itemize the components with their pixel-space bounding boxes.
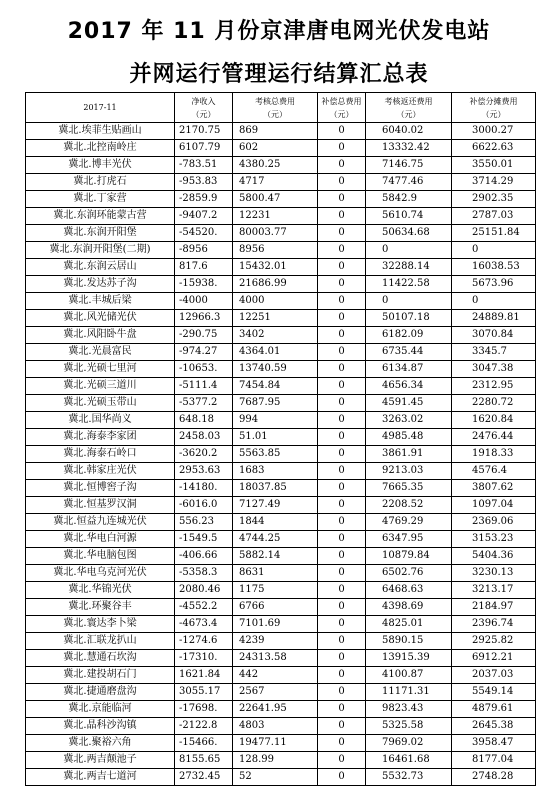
assessment-fee-cell: 18037.85 <box>233 480 318 497</box>
assessment-return-cell: 0 <box>366 293 452 310</box>
compensation-fee-cell: 0 <box>318 582 366 599</box>
table-row <box>26 650 536 667</box>
table-row <box>26 310 536 327</box>
header-compensation-share-label: 补偿分摊费用 <box>469 96 518 106</box>
station-name-cell: 冀北.博丰光伏 <box>26 157 175 174</box>
assessment-return-cell: 32288.14 <box>366 259 452 276</box>
assessment-return-cell: 7665.35 <box>366 480 452 497</box>
net-income-cell: -54520. <box>175 225 233 242</box>
assessment-fee-cell: 7687.95 <box>233 395 318 412</box>
net-income-cell: 648.18 <box>175 412 233 429</box>
assessment-return-cell: 7146.75 <box>366 157 452 174</box>
assessment-fee-cell: 4717 <box>233 174 318 191</box>
header-period: 2017-11 <box>26 93 175 123</box>
compensation-fee-cell: 0 <box>318 769 366 786</box>
assessment-return-cell: 5890.15 <box>366 633 452 650</box>
assessment-fee-cell: 442 <box>233 667 318 684</box>
assessment-fee-cell: 1844 <box>233 514 318 531</box>
station-name-cell: 冀北.光硕三道川 <box>26 378 175 395</box>
net-income-cell: -3620.2 <box>175 446 233 463</box>
compensation-share-cell: 4879.61 <box>452 701 536 718</box>
assessment-return-cell: 5532.73 <box>366 769 452 786</box>
net-income-cell: 817.6 <box>175 259 233 276</box>
header-compensation-fee-label: 补偿总费用 <box>321 96 362 106</box>
table-row <box>26 616 536 633</box>
station-name-cell: 冀北.恒基罗汉洞 <box>26 497 175 514</box>
assessment-return-cell: 9823.43 <box>366 701 452 718</box>
assessment-fee-cell: 13740.59 <box>233 361 318 378</box>
net-income-cell: -4000 <box>175 293 233 310</box>
station-name-cell: 冀北.华电乌克河光伏 <box>26 565 175 582</box>
net-income-cell: -14180. <box>175 480 233 497</box>
compensation-share-cell: 6912.21 <box>452 650 536 667</box>
assessment-return-cell: 6182.09 <box>366 327 452 344</box>
station-name-cell: 冀北.风阳卧牛盘 <box>26 327 175 344</box>
header-net-income <box>175 93 233 123</box>
net-income-cell: -1549.5 <box>175 531 233 548</box>
compensation-fee-cell: 0 <box>318 565 366 582</box>
compensation-share-cell: 2902.35 <box>452 191 536 208</box>
table-row <box>26 769 536 786</box>
net-income-cell: -953.83 <box>175 174 233 191</box>
assessment-fee-cell: 51.01 <box>233 429 318 446</box>
assessment-fee-cell: 19477.11 <box>233 735 318 752</box>
table-row <box>26 599 536 616</box>
table-row <box>26 242 536 259</box>
compensation-fee-cell: 0 <box>318 735 366 752</box>
compensation-share-cell: 2925.82 <box>452 633 536 650</box>
assessment-fee-cell: 3402 <box>233 327 318 344</box>
net-income-cell: 2170.75 <box>175 123 233 140</box>
assessment-return-cell: 11171.31 <box>366 684 452 701</box>
header-assessment-return-unit: （元） <box>396 109 421 119</box>
assessment-return-cell: 50107.18 <box>366 310 452 327</box>
assessment-return-cell: 3263.02 <box>366 412 452 429</box>
assessment-return-cell: 2208.52 <box>366 497 452 514</box>
station-name-cell: 冀北.埃菲生贴画山 <box>26 123 175 140</box>
compensation-share-cell: 16038.53 <box>452 259 536 276</box>
compensation-share-cell: 3807.62 <box>452 480 536 497</box>
table-row <box>26 633 536 650</box>
table-row <box>26 378 536 395</box>
assessment-return-cell: 10879.84 <box>366 548 452 565</box>
table-row <box>26 344 536 361</box>
assessment-return-cell: 4985.48 <box>366 429 452 446</box>
assessment-fee-cell: 12231 <box>233 208 318 225</box>
compensation-share-cell: 2280.72 <box>452 395 536 412</box>
compensation-fee-cell: 0 <box>318 463 366 480</box>
net-income-cell: -9407.2 <box>175 208 233 225</box>
table-row <box>26 514 536 531</box>
net-income-cell: -2122.8 <box>175 718 233 735</box>
net-income-cell: -6016.0 <box>175 497 233 514</box>
header-net-income-label: 净收入 <box>191 96 216 106</box>
table-row <box>26 582 536 599</box>
net-income-cell: -17698. <box>175 701 233 718</box>
assessment-return-cell: 13915.39 <box>366 650 452 667</box>
compensation-fee-cell: 0 <box>318 157 366 174</box>
table-row <box>26 429 536 446</box>
assessment-fee-cell: 21686.99 <box>233 276 318 293</box>
table-row <box>26 361 536 378</box>
compensation-share-cell: 2787.03 <box>452 208 536 225</box>
header-assessment-return <box>366 93 452 123</box>
compensation-fee-cell: 0 <box>318 514 366 531</box>
compensation-fee-cell: 0 <box>318 684 366 701</box>
compensation-fee-cell: 0 <box>318 293 366 310</box>
compensation-fee-cell: 0 <box>318 344 366 361</box>
compensation-share-cell: 2748.28 <box>452 769 536 786</box>
compensation-share-cell: 3958.47 <box>452 735 536 752</box>
station-name-cell: 冀北.捷通磨盘沟 <box>26 684 175 701</box>
assessment-return-cell: 50634.68 <box>366 225 452 242</box>
table-row <box>26 327 536 344</box>
station-name-cell: 冀北.韩家庄光伏 <box>26 463 175 480</box>
compensation-share-cell: 0 <box>452 293 536 310</box>
assessment-return-cell: 11422.58 <box>366 276 452 293</box>
compensation-share-cell: 3714.29 <box>452 174 536 191</box>
assessment-fee-cell: 128.99 <box>233 752 318 769</box>
compensation-fee-cell: 0 <box>318 395 366 412</box>
net-income-cell: -5377.2 <box>175 395 233 412</box>
table-row <box>26 701 536 718</box>
header-net-income-unit: （元） <box>191 109 216 119</box>
assessment-return-cell: 6040.02 <box>366 123 452 140</box>
compensation-fee-cell: 0 <box>318 701 366 718</box>
net-income-cell: 3055.17 <box>175 684 233 701</box>
compensation-fee-cell: 0 <box>318 548 366 565</box>
table-row <box>26 140 536 157</box>
compensation-fee-cell: 0 <box>318 191 366 208</box>
station-name-cell: 冀北.华电白河源 <box>26 531 175 548</box>
compensation-fee-cell: 0 <box>318 378 366 395</box>
assessment-fee-cell: 5563.85 <box>233 446 318 463</box>
net-income-cell: -8956 <box>175 242 233 259</box>
table-row <box>26 480 536 497</box>
compensation-share-cell: 3550.01 <box>452 157 536 174</box>
station-name-cell: 冀北.慧通石坎沟 <box>26 650 175 667</box>
assessment-fee-cell: 15432.01 <box>233 259 318 276</box>
compensation-fee-cell: 0 <box>318 140 366 157</box>
header-compensation-share <box>452 93 536 123</box>
compensation-fee-cell: 0 <box>318 174 366 191</box>
station-name-cell: 冀北.丰城后梁 <box>26 293 175 310</box>
assessment-return-cell: 13332.42 <box>366 140 452 157</box>
assessment-return-cell: 4398.69 <box>366 599 452 616</box>
station-name-cell: 冀北.华锦光伏 <box>26 582 175 599</box>
header-assessment-fee-unit: （元） <box>263 109 287 119</box>
station-name-cell: 冀北.光硕玉带山 <box>26 395 175 412</box>
net-income-cell: -10653. <box>175 361 233 378</box>
compensation-share-cell: 3230.13 <box>452 565 536 582</box>
table-body <box>26 123 536 786</box>
assessment-fee-cell: 12251 <box>233 310 318 327</box>
net-income-cell: -2859.9 <box>175 191 233 208</box>
net-income-cell: -4673.4 <box>175 616 233 633</box>
compensation-share-cell: 1097.04 <box>452 497 536 514</box>
compensation-fee-cell: 0 <box>318 259 366 276</box>
assessment-return-cell: 5610.74 <box>366 208 452 225</box>
assessment-return-cell: 3861.91 <box>366 446 452 463</box>
compensation-fee-cell: 0 <box>318 497 366 514</box>
compensation-share-cell: 1918.33 <box>452 446 536 463</box>
compensation-fee-cell: 0 <box>318 446 366 463</box>
net-income-cell: -5111.4 <box>175 378 233 395</box>
assessment-fee-cell: 7101.69 <box>233 616 318 633</box>
assessment-fee-cell: 4380.25 <box>233 157 318 174</box>
header-assessment-fee <box>233 93 318 123</box>
assessment-fee-cell: 602 <box>233 140 318 157</box>
net-income-cell: 556.23 <box>175 514 233 531</box>
table-row <box>26 412 536 429</box>
table-row <box>26 531 536 548</box>
station-name-cell: 冀北.聚裕六角 <box>26 735 175 752</box>
net-income-cell: 8155.65 <box>175 752 233 769</box>
compensation-share-cell: 0 <box>452 242 536 259</box>
table-row <box>26 191 536 208</box>
compensation-share-cell: 5404.36 <box>452 548 536 565</box>
net-income-cell: -4552.2 <box>175 599 233 616</box>
assessment-return-cell: 5842.9 <box>366 191 452 208</box>
table-header-row <box>26 93 536 123</box>
station-name-cell: 冀北.打虎石 <box>26 174 175 191</box>
compensation-share-cell: 2476.44 <box>452 429 536 446</box>
station-name-cell: 冀北.丁家营 <box>26 191 175 208</box>
table-row <box>26 157 536 174</box>
net-income-cell: 2732.45 <box>175 769 233 786</box>
station-name-cell: 冀北.东润开阳堡(二期) <box>26 242 175 259</box>
compensation-fee-cell: 0 <box>318 616 366 633</box>
header-compensation-share-unit: （元） <box>481 109 506 119</box>
compensation-fee-cell: 0 <box>318 633 366 650</box>
header-compensation-fee-unit: （元） <box>329 109 354 119</box>
assessment-return-cell: 6468.63 <box>366 582 452 599</box>
compensation-fee-cell: 0 <box>318 599 366 616</box>
station-name-cell: 冀北.汇联龙扒山 <box>26 633 175 650</box>
station-name-cell: 冀北.两吉颠池子 <box>26 752 175 769</box>
table-row <box>26 123 536 140</box>
station-name-cell: 冀北.北控南岭庄 <box>26 140 175 157</box>
assessment-fee-cell: 7127.49 <box>233 497 318 514</box>
net-income-cell: -783.51 <box>175 157 233 174</box>
assessment-fee-cell: 6766 <box>233 599 318 616</box>
assessment-return-cell: 0 <box>366 242 452 259</box>
table-row <box>26 463 536 480</box>
net-income-cell: -15466. <box>175 735 233 752</box>
compensation-share-cell: 2645.38 <box>452 718 536 735</box>
header-assessment-fee-label: 考核总费用 <box>255 96 295 106</box>
compensation-fee-cell: 0 <box>318 667 366 684</box>
assessment-fee-cell: 52 <box>233 769 318 786</box>
compensation-share-cell: 3153.23 <box>452 531 536 548</box>
assessment-fee-cell: 4239 <box>233 633 318 650</box>
net-income-cell: 2458.03 <box>175 429 233 446</box>
assessment-fee-cell: 7454.84 <box>233 378 318 395</box>
assessment-return-cell: 4825.01 <box>366 616 452 633</box>
station-name-cell: 冀北.京能临河 <box>26 701 175 718</box>
station-name-cell: 冀北.华电脑包图 <box>26 548 175 565</box>
assessment-fee-cell: 4744.25 <box>233 531 318 548</box>
station-name-cell: 冀北.晶科沙沟镇 <box>26 718 175 735</box>
net-income-cell: 2953.63 <box>175 463 233 480</box>
assessment-fee-cell: 5882.14 <box>233 548 318 565</box>
net-income-cell: 12966.3 <box>175 310 233 327</box>
compensation-share-cell: 8177.04 <box>452 752 536 769</box>
table-row <box>26 174 536 191</box>
assessment-fee-cell: 1175 <box>233 582 318 599</box>
assessment-fee-cell: 4364.01 <box>233 344 318 361</box>
assessment-fee-cell: 24313.58 <box>233 650 318 667</box>
compensation-fee-cell: 0 <box>318 429 366 446</box>
table-row <box>26 718 536 735</box>
document-title: 2017 年 11 月份京津唐电网光伏发电站 <box>67 19 491 44</box>
net-income-cell: -5358.3 <box>175 565 233 582</box>
compensation-fee-cell: 0 <box>318 310 366 327</box>
assessment-fee-cell: 2567 <box>233 684 318 701</box>
station-name-cell: 冀北.恒益九连城光伏 <box>26 514 175 531</box>
assessment-fee-cell: 80003.77 <box>233 225 318 242</box>
assessment-fee-cell: 5800.47 <box>233 191 318 208</box>
compensation-fee-cell: 0 <box>318 123 366 140</box>
compensation-share-cell: 2184.97 <box>452 599 536 616</box>
assessment-return-cell: 4100.87 <box>366 667 452 684</box>
assessment-fee-cell: 4803 <box>233 718 318 735</box>
compensation-share-cell: 5673.96 <box>452 276 536 293</box>
table-row <box>26 225 536 242</box>
net-income-cell: -1274.6 <box>175 633 233 650</box>
assessment-return-cell: 5325.58 <box>366 718 452 735</box>
station-name-cell: 冀北.东润环能蒙古营 <box>26 208 175 225</box>
compensation-share-cell: 4576.4 <box>452 463 536 480</box>
station-name-cell: 冀北.国华尚义 <box>26 412 175 429</box>
compensation-share-cell: 24889.81 <box>452 310 536 327</box>
net-income-cell: -290.75 <box>175 327 233 344</box>
header-compensation-fee <box>318 93 366 123</box>
compensation-share-cell: 3213.17 <box>452 582 536 599</box>
station-name-cell: 冀北.东润云居山 <box>26 259 175 276</box>
assessment-return-cell: 6134.87 <box>366 361 452 378</box>
compensation-share-cell: 3000.27 <box>452 123 536 140</box>
table-row <box>26 259 536 276</box>
assessment-return-cell: 4591.45 <box>366 395 452 412</box>
compensation-share-cell: 2312.95 <box>452 378 536 395</box>
compensation-share-cell: 3070.84 <box>452 327 536 344</box>
compensation-fee-cell: 0 <box>318 242 366 259</box>
compensation-share-cell: 3047.38 <box>452 361 536 378</box>
table-row <box>26 497 536 514</box>
document-subtitle: 并网运行管理运行结算汇总表 <box>129 62 429 87</box>
assessment-fee-cell: 8631 <box>233 565 318 582</box>
assessment-return-cell: 7477.46 <box>366 174 452 191</box>
station-name-cell: 冀北.恒博窖子沟 <box>26 480 175 497</box>
table-row <box>26 446 536 463</box>
compensation-fee-cell: 0 <box>318 531 366 548</box>
net-income-cell: -406.66 <box>175 548 233 565</box>
station-name-cell: 冀北.海泰李家团 <box>26 429 175 446</box>
station-name-cell: 冀北.东润开阳堡 <box>26 225 175 242</box>
header-assessment-return-label: 考核返还费用 <box>384 96 433 106</box>
compensation-fee-cell: 0 <box>318 225 366 242</box>
table-row <box>26 667 536 684</box>
compensation-share-cell: 6622.63 <box>452 140 536 157</box>
compensation-fee-cell: 0 <box>318 276 366 293</box>
station-name-cell: 冀北.建投胡石门 <box>26 667 175 684</box>
assessment-return-cell: 9213.03 <box>366 463 452 480</box>
table-row <box>26 684 536 701</box>
station-name-cell: 冀北.风光储光伏 <box>26 310 175 327</box>
table-row <box>26 293 536 310</box>
station-name-cell: 冀北.光硕七里河 <box>26 361 175 378</box>
assessment-return-cell: 4656.34 <box>366 378 452 395</box>
table-row <box>26 752 536 769</box>
net-income-cell: -974.27 <box>175 344 233 361</box>
compensation-share-cell: 2037.03 <box>452 667 536 684</box>
station-name-cell: 冀北.寰达李卜梁 <box>26 616 175 633</box>
assessment-fee-cell: 8956 <box>233 242 318 259</box>
table-row <box>26 565 536 582</box>
compensation-share-cell: 2369.06 <box>452 514 536 531</box>
compensation-share-cell: 3345.7 <box>452 344 536 361</box>
net-income-cell: 6107.79 <box>175 140 233 157</box>
assessment-return-cell: 7969.02 <box>366 735 452 752</box>
net-income-cell: 1621.84 <box>175 667 233 684</box>
assessment-fee-cell: 22641.95 <box>233 701 318 718</box>
station-name-cell: 冀北.两吉七道河 <box>26 769 175 786</box>
compensation-fee-cell: 0 <box>318 208 366 225</box>
compensation-fee-cell: 0 <box>318 718 366 735</box>
table-row <box>26 735 536 752</box>
compensation-fee-cell: 0 <box>318 650 366 667</box>
compensation-fee-cell: 0 <box>318 327 366 344</box>
station-name-cell: 冀北.海泰石岭口 <box>26 446 175 463</box>
table-row <box>26 395 536 412</box>
table-row <box>26 276 536 293</box>
compensation-fee-cell: 0 <box>318 412 366 429</box>
net-income-cell: 2080.46 <box>175 582 233 599</box>
compensation-fee-cell: 0 <box>318 361 366 378</box>
compensation-share-cell: 5549.14 <box>452 684 536 701</box>
assessment-fee-cell: 1683 <box>233 463 318 480</box>
assessment-fee-cell: 4000 <box>233 293 318 310</box>
compensation-share-cell: 1620.84 <box>452 412 536 429</box>
net-income-cell: -17310. <box>175 650 233 667</box>
compensation-fee-cell: 0 <box>318 752 366 769</box>
assessment-return-cell: 6347.95 <box>366 531 452 548</box>
assessment-return-cell: 6502.76 <box>366 565 452 582</box>
station-name-cell: 冀北.发达苏子沟 <box>26 276 175 293</box>
station-name-cell: 冀北.环聚谷丰 <box>26 599 175 616</box>
table-row <box>26 208 536 225</box>
assessment-return-cell: 16461.68 <box>366 752 452 769</box>
settlement-table <box>25 92 536 786</box>
table-row <box>26 548 536 565</box>
compensation-share-cell: 25151.84 <box>452 225 536 242</box>
station-name-cell: 冀北.光晨富民 <box>26 344 175 361</box>
assessment-return-cell: 6735.44 <box>366 344 452 361</box>
compensation-fee-cell: 0 <box>318 480 366 497</box>
assessment-return-cell: 4769.29 <box>366 514 452 531</box>
compensation-share-cell: 2396.74 <box>452 616 536 633</box>
net-income-cell: -15938. <box>175 276 233 293</box>
assessment-fee-cell: 869 <box>233 123 318 140</box>
assessment-fee-cell: 994 <box>233 412 318 429</box>
